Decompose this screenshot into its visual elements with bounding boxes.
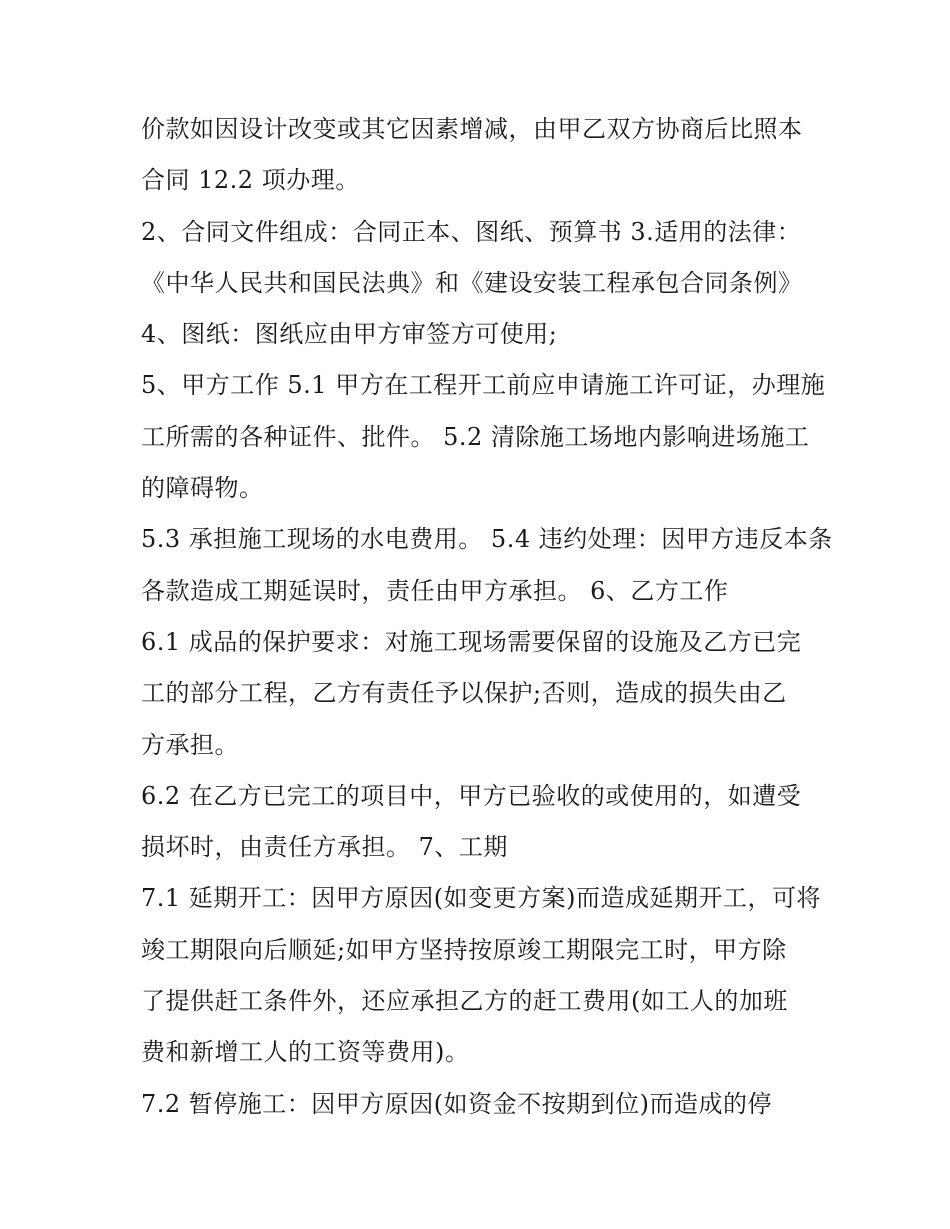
text-line: 《中华人民共和国民法典》和《建设安装工程承包合同条例》: [141, 268, 803, 297]
text-line: 费和新增工人的工资等费用)。: [141, 1038, 470, 1067]
text-line: 5.3 承担施工现场的水电费用。 5.4 违约处理：因甲方违反本条: [141, 525, 833, 554]
text-line: 竣工期限向后顺延;如甲方坚持按原竣工期限完工时，甲方除: [141, 935, 787, 964]
text-line: 7.1 延期开工：因甲方原因(如变更方案)而造成延期开工，可将: [141, 884, 822, 913]
text-line: 工的部分工程，乙方有责任予以保护;否则，造成的损失由乙: [141, 679, 787, 708]
text-line: 价款如因设计改变或其它因素增减，由甲乙双方协商后比照本: [141, 115, 803, 143]
text-line: 的障碍物。: [141, 474, 264, 503]
text-line: 5、甲方工作 5.1 甲方在工程开工前应申请施工许可证，办理施: [141, 371, 826, 400]
document-body: [141, 104, 833, 1130]
text-line: 工所需的各种证件、批件。 5.2 清除施工场地内影响进场施工: [141, 422, 810, 451]
text-line: 合同 12.2 项办理。: [141, 166, 360, 195]
text-line: 各款造成工期延误时，责任由甲方承担。 6、乙方工作: [141, 576, 729, 605]
text-line: 方承担。: [141, 730, 239, 759]
text-line: 4、图纸：图纸应由甲方审签方可使用;: [141, 320, 558, 349]
text-line: 2、合同文件组成：合同正本、图纸、预算书 3.适用的法律：: [141, 217, 802, 246]
text-line: 6.2 在乙方已完工的项目中，甲方已验收的或使用的，如遭受: [141, 781, 802, 810]
text-line: 损坏时，由责任方承担。 7、工期: [141, 833, 508, 862]
text-line: 了提供赶工条件外，还应承担乙方的赶工费用(如工人的加班: [141, 987, 788, 1016]
text-line: 6.1 成品的保护要求：对施工现场需要保留的设施及乙方已完: [141, 627, 802, 656]
text-line: 7.2 暂停施工：因甲方原因(如资金不按期到位)而造成的停: [141, 1089, 773, 1118]
